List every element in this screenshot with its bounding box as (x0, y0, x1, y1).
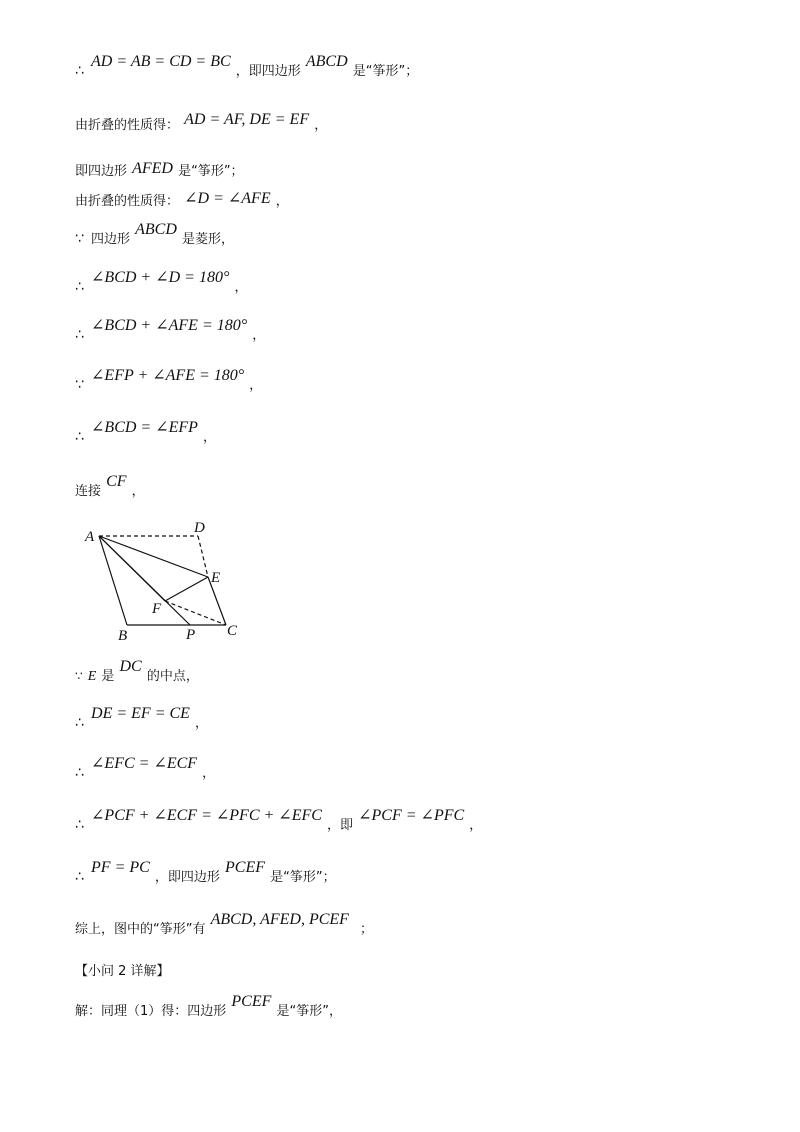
math-expression: ABCD (135, 221, 177, 238)
proof-line-6 (75, 269, 248, 306)
math-expression: ∠BCD + ∠AFE = 180° (91, 317, 248, 334)
text-segment: ， (314, 118, 328, 133)
math-expression: PCEF (231, 993, 272, 1010)
proof-line-1 (75, 53, 419, 90)
label-D: D (194, 520, 205, 536)
label-B: B (118, 628, 128, 644)
text-segment: ； (360, 922, 374, 937)
proof-line-14 (75, 807, 483, 844)
therefore-symbol: ∴ (75, 279, 84, 295)
text-segment: ， (202, 766, 216, 781)
math-expression: DE = EF = CE (91, 705, 190, 722)
text-segment: 的中点， (146, 669, 199, 684)
text-segment: 即四边形 (75, 164, 128, 179)
text-segment: 综上，图中的“筝形”有 (75, 922, 206, 937)
proof-line-15 (75, 859, 336, 896)
text-segment: ，即四边形 (235, 64, 301, 79)
text-segment: ，即四边形 (154, 870, 220, 885)
text-segment: 是“筝形”； (352, 64, 419, 79)
text-segment: ， (131, 484, 145, 499)
math-expression: ∠BCD + ∠D = 180° (91, 269, 230, 286)
label-E: E (211, 570, 221, 586)
math-expression: ABCD, AFED, PCEF (210, 911, 349, 928)
segment-FE (165, 577, 208, 601)
therefore-symbol: ∴ (75, 765, 84, 781)
math-expression: AFED (132, 160, 173, 177)
math-expression: PF = PC (91, 859, 150, 876)
text-segment: 四边形 (91, 232, 131, 247)
math-expression: ∠PCF = ∠PFC (358, 807, 465, 824)
proof-line-3 (75, 160, 244, 190)
label-P: P (186, 627, 196, 643)
proof-line-11 (75, 658, 199, 695)
label-A: A (85, 529, 95, 545)
proof-line-2 (75, 111, 328, 144)
text-segment: 由折叠的性质得： (75, 194, 180, 209)
math-expression: PCEF (225, 859, 266, 876)
geometry-figure (75, 518, 250, 648)
text-segment: 由折叠的性质得： (75, 118, 180, 133)
proof-line-4 (75, 190, 289, 220)
proof-line-17 (75, 993, 342, 1030)
math-expression: AD = AB = CD = BC (91, 53, 231, 70)
segment-DE (198, 536, 208, 577)
text-segment: ， (469, 818, 483, 833)
proof-line-13 (75, 755, 216, 792)
therefore-symbol: ∴ (75, 817, 84, 833)
text-segment: 是 (101, 669, 115, 684)
proof-line-7 (75, 317, 266, 354)
proof-line-16 (75, 911, 374, 948)
text-segment: 是“筝形”； (270, 870, 336, 885)
math-expression: DC (119, 658, 142, 675)
text-segment: ， (252, 328, 266, 343)
text-segment: ， (203, 430, 217, 445)
math-expression: ABCD (305, 53, 348, 70)
proof-line-5 (75, 221, 235, 258)
therefore-symbol: ∴ (75, 869, 84, 885)
proof-line-12 (75, 705, 209, 742)
math-expression: ∠EFC = ∠ECF (91, 755, 198, 772)
math-expression: ∠PCF + ∠ECF = ∠PFC + ∠EFC (91, 807, 322, 824)
therefore-symbol: ∴ (75, 429, 84, 445)
math-expression: CF (106, 473, 127, 490)
because-symbol: ∵ (75, 377, 84, 393)
text-segment: 是“筝形”； (178, 164, 244, 179)
text-segment: 是“筝形”， (276, 1004, 342, 1019)
text-segment: ，即 (327, 818, 354, 833)
segment-FC (165, 601, 226, 625)
text-segment: ， (234, 280, 248, 295)
text-segment: ， (249, 378, 263, 393)
text-segment: 连接 (75, 484, 102, 499)
section-heading: 【小问 2 详解】 (75, 964, 170, 979)
label-C: C (227, 623, 238, 639)
because-symbol: ∵ (75, 231, 84, 247)
therefore-symbol: ∴ (75, 327, 84, 343)
proof-line-10 (75, 473, 145, 510)
text-segment: ， (195, 716, 209, 731)
math-expression: E (87, 669, 97, 684)
proof-line-8 (75, 367, 263, 404)
therefore-symbol: ∴ (75, 63, 84, 79)
sub-question-heading (75, 960, 170, 990)
because-symbol: ∵ (75, 669, 83, 683)
proof-line-9 (75, 419, 217, 456)
math-expression: ∠BCD = ∠EFP (91, 419, 198, 436)
text-segment: ， (275, 194, 289, 209)
label-F: F (152, 601, 162, 617)
math-expression: AD = AF, DE = EF (184, 111, 310, 128)
segment-AE (99, 536, 208, 577)
text-segment: 是菱形， (182, 232, 235, 247)
math-expression: ∠EFP + ∠AFE = 180° (91, 367, 245, 384)
math-expression: ∠D = ∠AFE (184, 190, 271, 207)
therefore-symbol: ∴ (75, 715, 84, 731)
text-segment: 解：同理（1）得：四边形 (75, 1004, 227, 1019)
